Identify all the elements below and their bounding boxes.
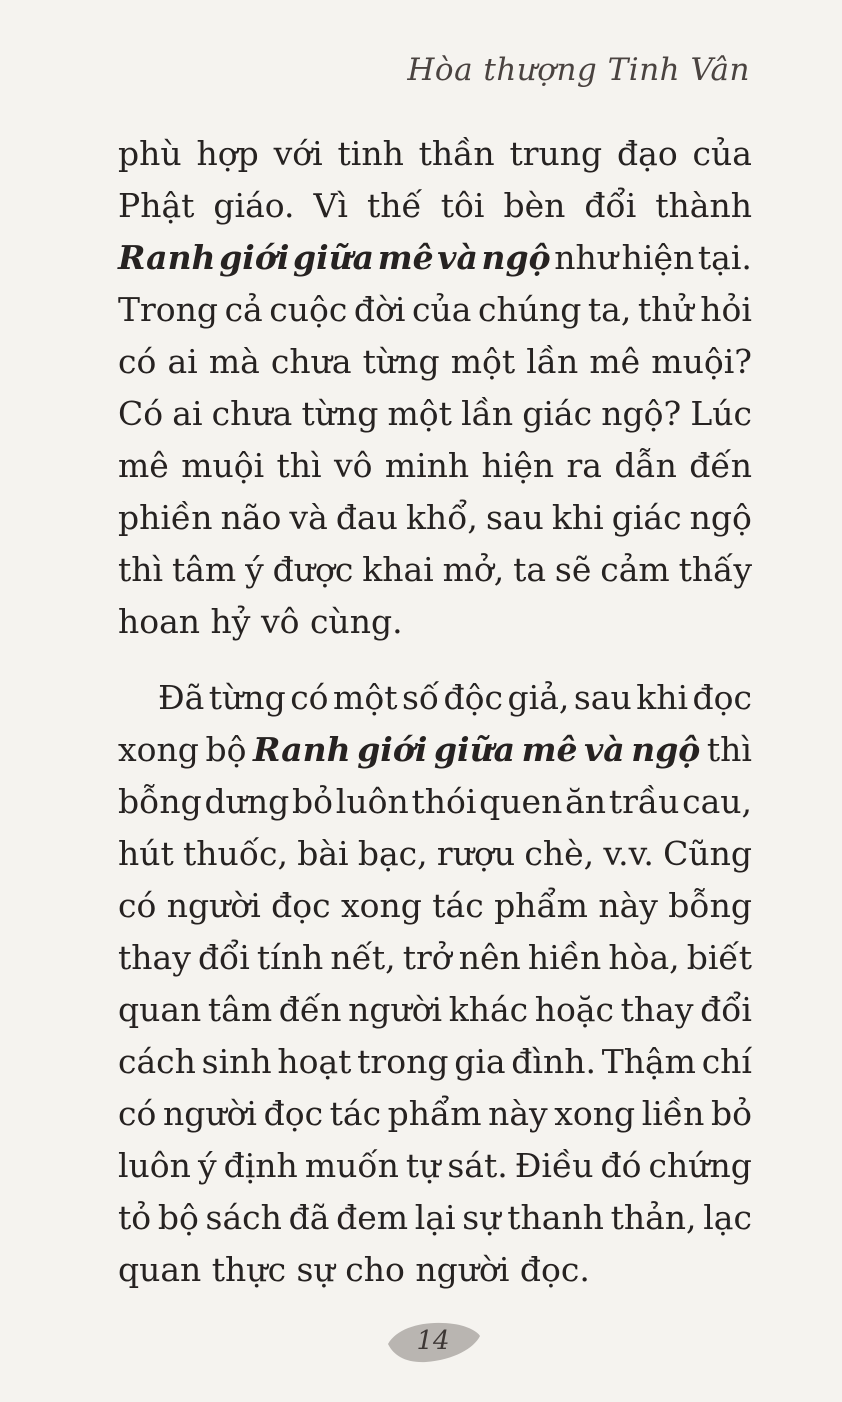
word: tự [405, 1146, 441, 1185]
word: nên [458, 938, 521, 977]
word: ý [197, 1146, 217, 1185]
word: và [289, 498, 328, 537]
word: đó [600, 1146, 642, 1185]
word: cho [345, 1250, 416, 1289]
word: tại. [697, 238, 752, 277]
word: thế [366, 186, 422, 225]
text-line [118, 596, 752, 648]
word: sự [462, 1198, 501, 1237]
word: chứng [648, 1146, 752, 1185]
word: ai [167, 342, 198, 381]
word: của [692, 134, 752, 173]
word: v.v. [603, 834, 654, 873]
word: quan [118, 990, 202, 1029]
word: bài [297, 834, 349, 873]
word: Đã [158, 678, 205, 717]
word: tính [256, 938, 324, 977]
word: hoạt [277, 1042, 352, 1081]
body-text [118, 128, 752, 1296]
word: khổ, [405, 498, 478, 537]
text-line [118, 544, 752, 596]
word: thần [418, 134, 495, 173]
word: đem [336, 1198, 409, 1237]
word: hoặc [534, 990, 615, 1029]
word: cách [118, 1042, 196, 1081]
word: muội? [651, 342, 752, 381]
word: giả, [507, 678, 570, 717]
word: ăn [565, 782, 607, 821]
word: hiện [621, 238, 695, 277]
text-line [118, 880, 752, 932]
word: dẫn [614, 446, 677, 485]
word: chúng [477, 290, 582, 329]
word: đã [288, 1198, 330, 1237]
word: đời [353, 290, 406, 329]
paragraph [118, 672, 752, 1296]
word: như [554, 238, 618, 277]
word: ngộ [689, 498, 752, 537]
word: lại [414, 1198, 456, 1237]
word: quen [479, 782, 563, 821]
word: phẩm [387, 1094, 482, 1133]
word: Điều [514, 1146, 594, 1185]
word: một [333, 678, 398, 717]
word: của [412, 290, 472, 329]
word: đau [335, 498, 398, 537]
word: luôn [118, 1146, 191, 1185]
word: mê [589, 342, 641, 381]
word: lần [461, 394, 514, 433]
word: chưa [270, 342, 352, 381]
word: Trong [118, 290, 219, 329]
word: đọc. [519, 1250, 601, 1289]
word: sách [205, 1198, 282, 1237]
word: mê [118, 446, 169, 485]
word: thì [276, 446, 322, 485]
word: ra [566, 446, 602, 485]
word: Phật [118, 186, 195, 225]
word: luôn [335, 782, 409, 821]
word: độc [443, 678, 504, 717]
word: hỏi [700, 290, 752, 329]
word: thử [637, 290, 694, 329]
word: tỏ [118, 1198, 152, 1237]
word: có [290, 678, 329, 717]
word: rượu [436, 834, 516, 873]
word: bộ [157, 1198, 199, 1237]
word: đổi [584, 186, 637, 225]
word: này [488, 1094, 548, 1133]
word: trong [357, 1042, 449, 1081]
word: mà [208, 342, 260, 381]
word: bỏ [292, 782, 333, 821]
word: mở, [442, 550, 505, 589]
word: sau [485, 498, 544, 537]
word: ý [245, 550, 264, 589]
word: đến [689, 446, 752, 485]
italic-book-title-word: Ranh [253, 730, 351, 769]
word: ta, [587, 290, 632, 329]
word: giáo. [213, 186, 295, 225]
word: sinh [201, 1042, 272, 1081]
word: Lúc [690, 394, 752, 433]
word: thấy [678, 550, 752, 589]
word: thay [620, 990, 694, 1029]
word: có [118, 1094, 157, 1133]
word: thanh [507, 1198, 604, 1237]
word: với [273, 134, 323, 173]
word: từng [362, 342, 440, 381]
text-line [118, 128, 752, 180]
running-header: Hòa thượng Tinh Vân [407, 52, 750, 88]
word: ngộ? [601, 394, 682, 433]
word: hiện [481, 446, 555, 485]
word: một [387, 394, 452, 433]
word: xong [118, 730, 199, 769]
word: chí [701, 1042, 752, 1081]
word: xong [341, 886, 422, 925]
italic-book-title-word: giữa [293, 238, 375, 277]
italic-book-title-word: mê [377, 238, 434, 277]
word: tác [329, 1094, 382, 1133]
word: liền [641, 1094, 705, 1133]
word: phiền [118, 498, 213, 537]
italic-book-title-word: và [584, 730, 625, 769]
word: thói [411, 782, 477, 821]
word: có [118, 342, 157, 381]
word: hòa, [608, 938, 680, 977]
word: ta [513, 550, 547, 589]
word: bỏ [710, 1094, 752, 1133]
word: bộ [205, 730, 247, 769]
italic-book-title-word: mê [521, 730, 578, 769]
word: sẽ [554, 550, 592, 589]
word: một [450, 342, 516, 381]
text-line [118, 932, 752, 984]
word: chè, [524, 834, 595, 873]
word: chưa [211, 394, 293, 433]
word: định [223, 1146, 298, 1185]
word: minh [384, 446, 470, 485]
word: đọc [263, 1094, 324, 1133]
word: tác [432, 886, 484, 925]
word: cả [224, 290, 263, 329]
word: cuộc [269, 290, 348, 329]
word: Vì [313, 186, 348, 225]
word: số [401, 678, 440, 717]
word: tinh [337, 134, 404, 173]
word: lần [526, 342, 579, 381]
word: bỗng [118, 782, 202, 821]
text-line [118, 1244, 752, 1296]
page-number-badge [384, 1318, 482, 1364]
word: này [598, 886, 658, 925]
word: đến [278, 990, 342, 1029]
word: người [162, 1094, 257, 1133]
word: lạc [703, 1198, 752, 1237]
word: vô [333, 446, 373, 485]
word: người [166, 886, 261, 925]
word: có [118, 886, 157, 925]
word: trung [509, 134, 603, 173]
text-line [118, 336, 752, 388]
text-line [118, 388, 752, 440]
word: quan [118, 1250, 212, 1289]
word: hỷ [210, 602, 261, 641]
word: nết, [330, 938, 396, 977]
word: thản, [610, 1198, 697, 1237]
word: khai [362, 550, 434, 589]
word: biết [686, 938, 752, 977]
italic-book-title-word: ngộ [481, 238, 551, 277]
word: thay [118, 938, 191, 977]
word: tâm [171, 550, 237, 589]
word: bạc, [357, 834, 428, 873]
word: thì [118, 550, 164, 589]
italic-book-title-word: Ranh [118, 238, 216, 277]
word: xong [554, 1094, 636, 1133]
word: đọc [271, 886, 331, 925]
text-line [118, 828, 752, 880]
italic-book-title-word: giới [219, 238, 290, 277]
word: thành [655, 186, 752, 225]
italic-book-title-word: và [437, 238, 478, 277]
word: khác [448, 990, 529, 1029]
word: đổi [197, 938, 250, 977]
word: từng [208, 678, 286, 717]
word: gia [454, 1042, 506, 1081]
word: thì [706, 730, 752, 769]
text-line [118, 492, 752, 544]
italic-book-title-word: giới [357, 730, 428, 769]
word: khi [636, 678, 689, 717]
word: phù [118, 134, 182, 173]
word: tâm [207, 990, 273, 1029]
text-line [118, 232, 752, 284]
word: trở [402, 938, 452, 977]
word: từng [301, 394, 379, 433]
word: bỗng [668, 886, 752, 925]
word: cau, [682, 782, 752, 821]
word: ai [172, 394, 203, 433]
word: hợp [196, 134, 259, 173]
paragraph [118, 128, 752, 648]
text-line [118, 180, 752, 232]
word: muội [181, 446, 265, 485]
word: đổi [700, 990, 752, 1029]
word: cùng. [309, 602, 414, 641]
word: muốn [304, 1146, 399, 1185]
word: giác [611, 498, 682, 537]
text-line [118, 284, 752, 336]
text-line [118, 440, 752, 492]
word: Thậm [601, 1042, 696, 1081]
text-line [118, 672, 752, 724]
word: người [348, 990, 443, 1029]
word: phẩm [494, 886, 588, 925]
word: cảm [600, 550, 670, 589]
text-line [118, 1036, 752, 1088]
word: trầu [608, 782, 680, 821]
word: hút [118, 834, 174, 873]
word: đình. [511, 1042, 596, 1081]
word: được [272, 550, 354, 589]
text-line [118, 776, 752, 828]
word: vô [260, 602, 310, 641]
italic-book-title-word: ngộ [631, 730, 701, 769]
word: sau [573, 678, 632, 717]
word: người [415, 1250, 520, 1289]
word: khi [551, 498, 604, 537]
word: tôi [440, 186, 485, 225]
word: bèn [503, 186, 566, 225]
word: Cũng [663, 834, 752, 873]
text-line [118, 1192, 752, 1244]
word: dưng [204, 782, 290, 821]
text-line [118, 1140, 752, 1192]
word: đọc [692, 678, 752, 717]
word: sự [296, 1250, 346, 1289]
paragraph-gap [118, 648, 752, 672]
italic-book-title-word: giữa [433, 730, 515, 769]
page-number: 14 [416, 1326, 450, 1356]
word: sát. [447, 1146, 508, 1185]
word: hiền [527, 938, 602, 977]
word: thực [211, 1250, 297, 1289]
word: giác [522, 394, 593, 433]
word: hoan [118, 602, 211, 641]
word: Có [118, 394, 164, 433]
text-line [118, 1088, 752, 1140]
word: thuốc, [183, 834, 288, 873]
text-line [118, 984, 752, 1036]
word: não [220, 498, 282, 537]
word: đạo [617, 134, 678, 173]
text-line [118, 724, 752, 776]
